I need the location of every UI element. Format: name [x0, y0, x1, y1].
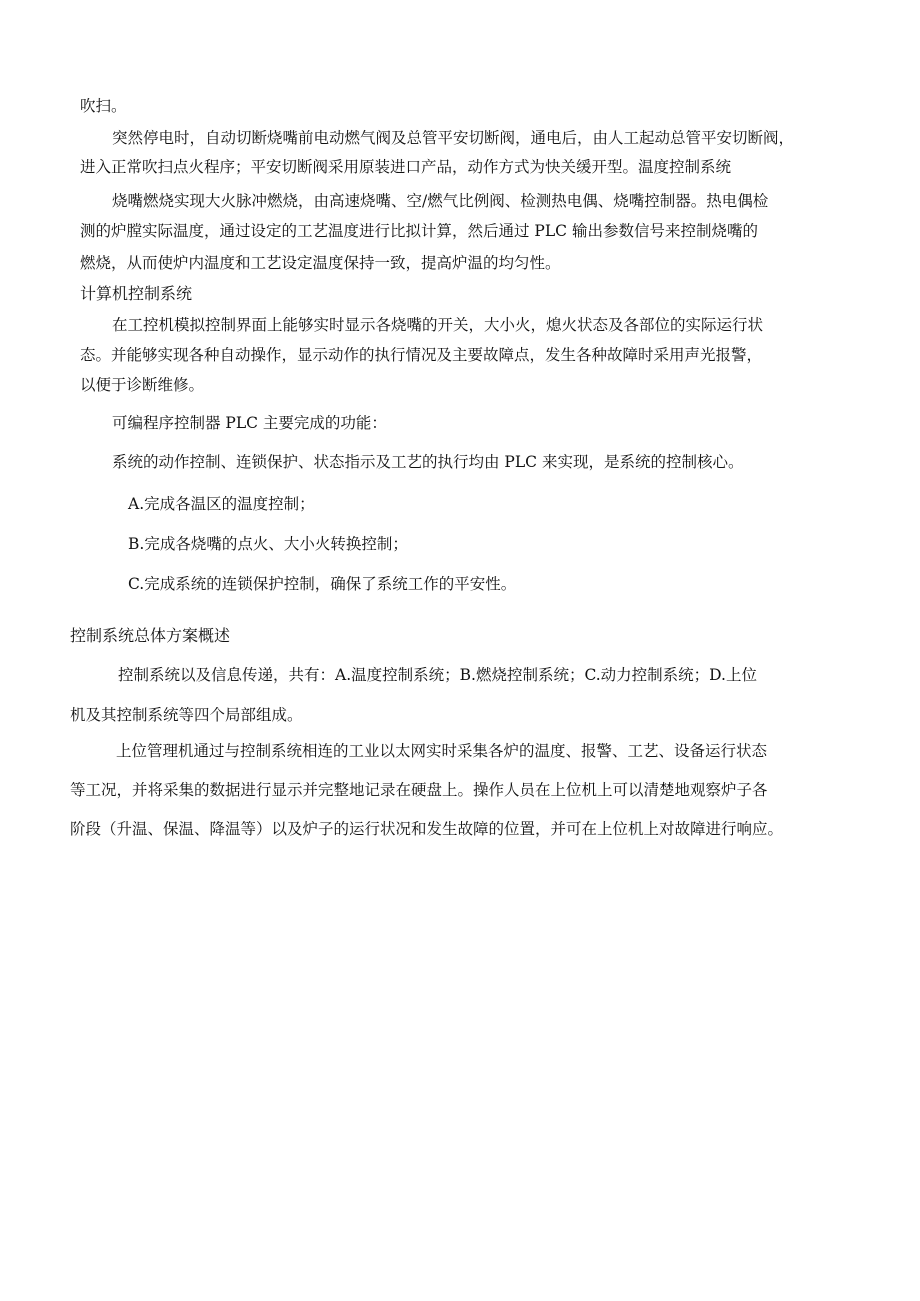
section-heading: 控制系统总体方案概述 — [70, 626, 231, 645]
list-item: C.完成系统的连锁保护控制，确保了系统工作的平安性。 — [128, 575, 517, 593]
text-line: 吹扫。 — [80, 97, 127, 115]
text-line: 以便于诊断维修。 — [80, 376, 205, 394]
text-line: 测的炉膛实际温度，通过设定的工艺温度进行比拟计算，然后通过 PLC 输出参数信号来控制烧嘴的 — [80, 222, 758, 240]
text-line: 进入正常吹扫点火程序；平安切断阀采用原装进口产品，动作方式为快关缓开型。温度控制系统 — [80, 158, 732, 176]
text-line: 在工控机模拟控制界面上能够实时显示各烧嘴的开关，大小火，熄火状态及各部位的实际运行状 — [112, 316, 764, 334]
text-line: 态。并能够实现各种自动操作，显示动作的执行情况及主要故障点，发生各种故障时采用声光报警， — [80, 346, 763, 364]
text-line: 燃烧，从而使炉内温度和工艺设定温度保持一致，提高炉温的均匀性。 — [80, 254, 561, 272]
text-line: 烧嘴燃烧实现大火脉冲燃烧，由高速烧嘴、空/燃气比例阀、检测热电偶、烧嘴控制器。热电偶检 — [112, 192, 769, 210]
text-line: 等工况，并将采集的数据进行显示并完整地记录在硬盘上。操作人员在上位机上可以清楚地观察炉子各 — [70, 781, 768, 799]
text-line: 阶段（升温、保温、降温等）以及炉子的运行状况和发生故障的位置，并可在上位机上对故障进行响应。 — [70, 820, 784, 838]
text-line: 机及其控制系统等四个局部组成。 — [70, 706, 303, 724]
text-line: 系统的动作控制、连锁保护、状态指示及工艺的执行均由 PLC 来实现，是系统的控制核心。 — [112, 453, 744, 471]
text-line: 可编程序控制器 PLC 主要完成的功能： — [112, 414, 387, 432]
list-item: A.完成各温区的温度控制； — [128, 495, 315, 513]
list-item: B.完成各烧嘴的点火、大小火转换控制； — [128, 535, 408, 553]
text-line: 上位管理机通过与控制系统相连的工业以太网实时采集各炉的温度、报警、工艺、设备运行状态 — [116, 742, 768, 760]
text-line: 突然停电时，自动切断烧嘴前电动燃气阀及总管平安切断阀，通电后，由人工起动总管平安切断阀， — [112, 129, 795, 147]
text-line: 控制系统以及信息传递，共有：A.温度控制系统；B.燃烧控制系统；C.动力控制系统；D.上位 — [118, 666, 757, 684]
section-heading: 计算机控制系统 — [80, 284, 193, 303]
